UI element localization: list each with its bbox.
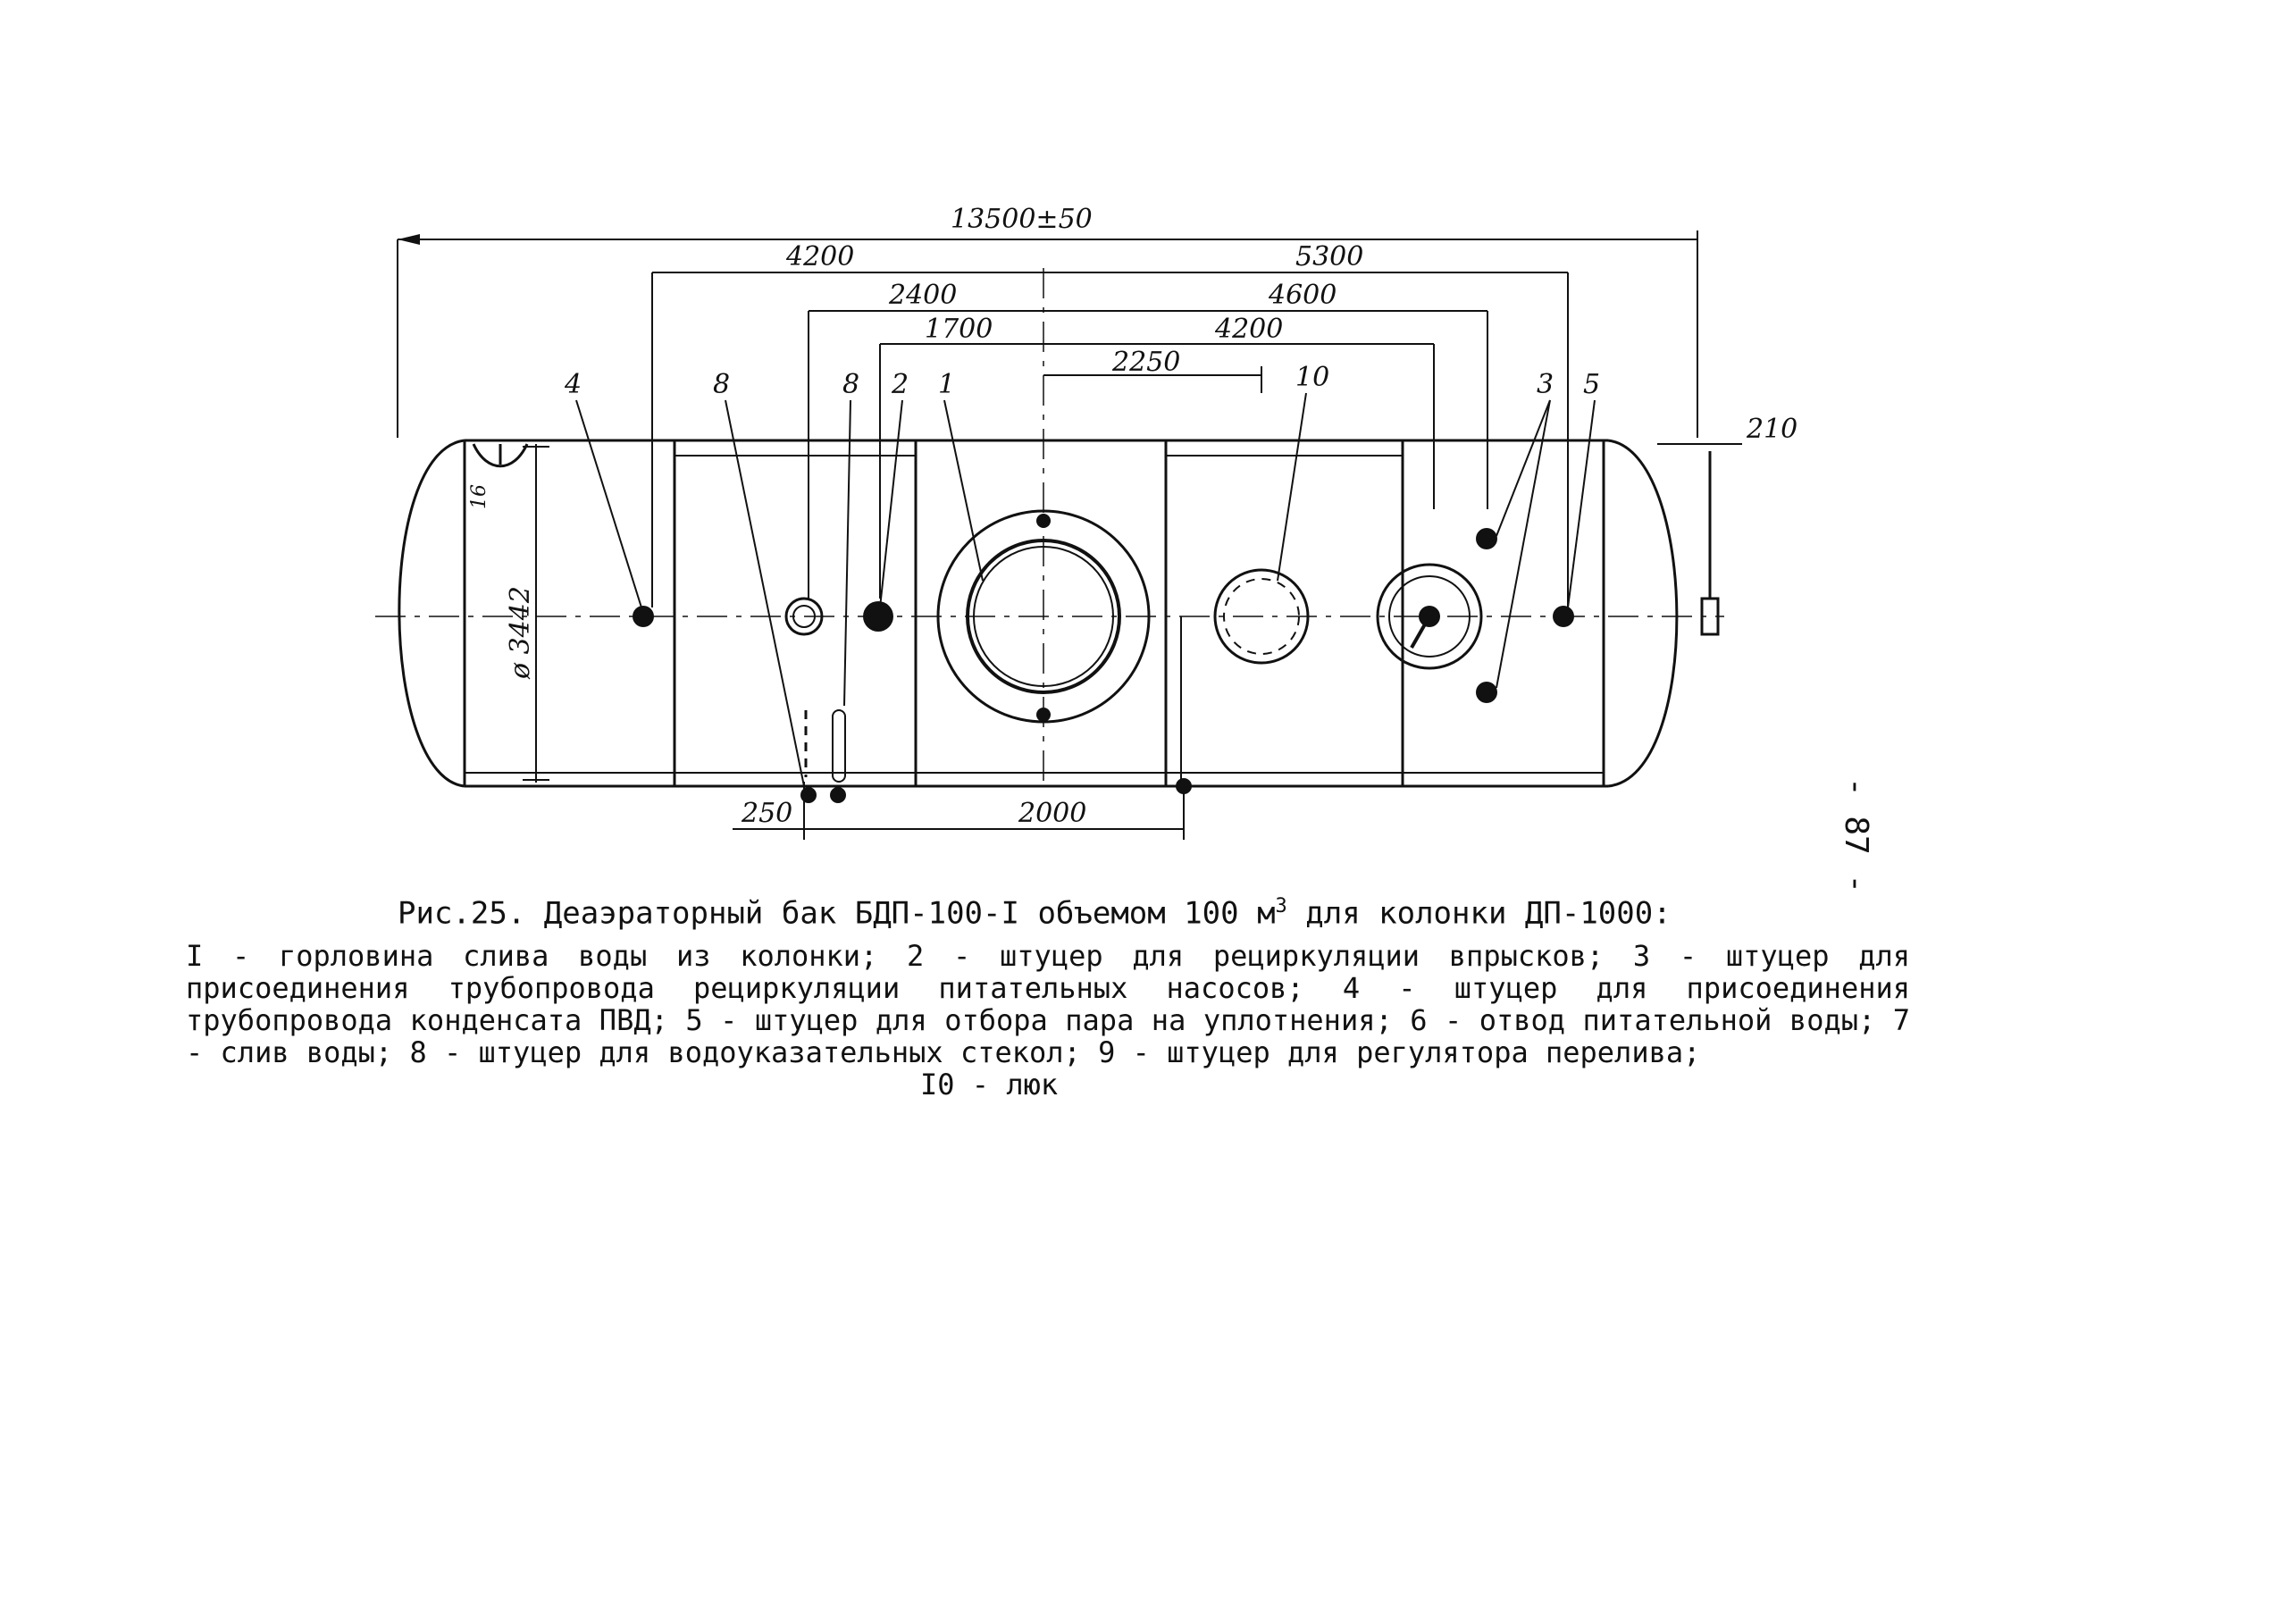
tank-left-head: [399, 440, 465, 786]
dim-diameter: ø 3442: [505, 586, 536, 679]
caption-title-suffix: для колонки ДП-1000:: [1286, 895, 1672, 932]
figure-legend-last: I0 - люк: [920, 1068, 1059, 1102]
dim-1700: 1700: [925, 314, 993, 345]
tank-right-head: [1608, 440, 1677, 786]
label-item-4: 4: [565, 369, 582, 400]
page-number: - 87 -: [1838, 777, 1874, 894]
caption-title-prefix: Рис.25. Деаэраторный бак БДП-100-I объемом 100 м: [398, 895, 1276, 932]
label-item-5: 5: [1583, 369, 1601, 400]
dim-250: 250: [742, 798, 793, 829]
dim-4600: 4600: [1269, 280, 1337, 311]
dim-4200-left: 4200: [786, 241, 855, 272]
dim-16: 16: [468, 484, 490, 509]
label-item-1: 1: [938, 369, 956, 400]
label-item-8a: 8: [713, 369, 731, 400]
label-item-3: 3: [1537, 369, 1554, 400]
label-item-10: 10: [1295, 362, 1330, 393]
dim-4200-right: 4200: [1215, 314, 1284, 345]
figure-legend: I - горловина слива воды из колонки; 2 - штуцер для рециркуляции впрысков; 3 - штуцер для присоединения трубопровода рециркуляции питательных насосов; 4 - штуцер для присоединения трубопровода конденсата ПВД; 5 - штуцер для отбора пара на уплотнения; 6 - отвод питательной воды; 7 - слив воды; 8 - штуцер для водоуказательных стекол; 9 - штуцер для регулятора перелива;: [186, 939, 1910, 1069]
label-item-2: 2: [892, 369, 909, 400]
dim-210: 210: [1747, 414, 1798, 445]
dim-2000: 2000: [1018, 798, 1087, 829]
dim-overall: 13500±50: [951, 204, 1093, 235]
caption-title-sup: 3: [1275, 895, 1287, 917]
dim-5300: 5300: [1295, 241, 1364, 272]
figure-caption: [398, 889, 1738, 931]
label-item-8b: 8: [842, 369, 860, 400]
dim-2400: 2400: [889, 280, 958, 311]
dim-2250: 2250: [1112, 347, 1181, 378]
